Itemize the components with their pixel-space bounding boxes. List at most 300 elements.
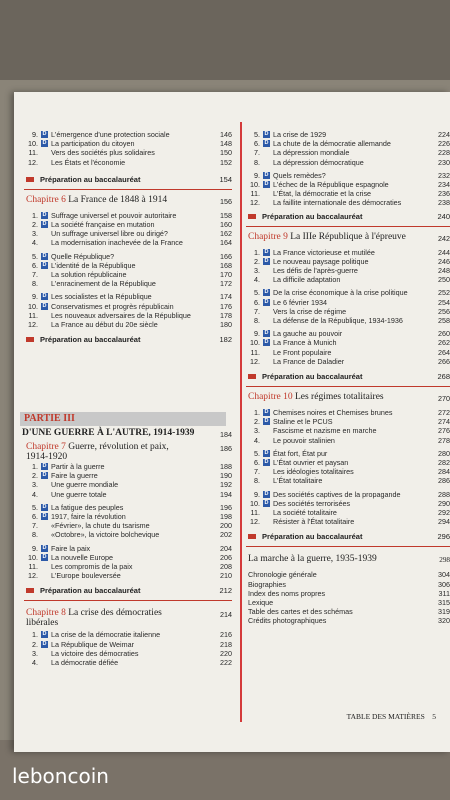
entry-page: 286 — [438, 476, 450, 486]
entry-number: 12. — [250, 356, 260, 366]
toc-entry — [246, 458, 450, 467]
partie-page: 184 — [220, 430, 232, 439]
entry-page: 174 — [220, 292, 232, 302]
bac-marker — [26, 337, 34, 342]
entry-title: Quelle République? — [51, 251, 115, 261]
document-icon: D — [264, 330, 269, 337]
toc-entry — [24, 649, 232, 658]
entry-page: 264 — [438, 347, 450, 357]
entry-number: 11. — [250, 189, 260, 199]
annex-page: 306 — [438, 579, 450, 589]
entry-number: 5. — [32, 502, 38, 512]
chapter-page: 242 — [438, 233, 450, 243]
entry-number: 9. — [254, 489, 260, 499]
annex-entry — [248, 607, 450, 616]
toc-entry — [246, 275, 450, 284]
toc-entry — [246, 171, 450, 180]
entry-number: 11. — [250, 347, 260, 357]
section-separator — [24, 600, 232, 601]
annex-entry — [248, 580, 450, 589]
chapter-title: La France de 1848 à 1914 — [68, 194, 168, 205]
chapter-title: Guerre, révolution et paix, — [68, 442, 169, 452]
entry-page: 210 — [220, 571, 232, 581]
entry-number: 8. — [254, 476, 260, 486]
entry-title: Le Front populaire — [273, 347, 332, 357]
chapter-title: Les régimes totalitaires — [294, 392, 384, 402]
partie-banner: PARTIE III — [20, 412, 226, 426]
toc-entry — [246, 508, 450, 517]
entry-number: 11. — [28, 562, 38, 571]
bac-prep — [26, 586, 232, 595]
document-icon: D — [264, 418, 269, 425]
entry-page: 194 — [220, 489, 232, 499]
entry-page: 244 — [438, 247, 450, 257]
toc-entry — [24, 220, 232, 229]
book-page — [14, 92, 450, 752]
annex-entry — [248, 616, 450, 625]
entry-title: La défense de la République, 1934-1936 — [273, 316, 403, 325]
document-icon: D — [42, 631, 47, 638]
chapter-number: Chapitre 10 — [248, 392, 295, 402]
toc-entry — [24, 562, 232, 571]
document-icon: D — [264, 140, 269, 147]
entry-page: 260 — [438, 329, 450, 339]
toc-entry — [24, 658, 232, 667]
bac-page: 240 — [437, 211, 450, 221]
entry-number: 1. — [254, 408, 260, 417]
entry-number: 4. — [254, 435, 260, 445]
entry-page: 228 — [438, 148, 450, 158]
entry-number: 8. — [254, 316, 260, 325]
annex-page: 319 — [438, 607, 450, 617]
entry-title: Vers la crise de régime — [273, 306, 347, 316]
document-icon: D — [42, 463, 47, 469]
entry-title: La faillite internationale des démocraties — [273, 198, 402, 208]
toc-entry — [246, 436, 450, 445]
document-icon: D — [264, 171, 269, 178]
entry-page: 208 — [220, 562, 232, 571]
toc-entry — [246, 180, 450, 189]
annex-page: 320 — [438, 616, 450, 626]
annex-entry — [248, 589, 450, 598]
entry-page: 256 — [438, 306, 450, 316]
entry-title: Faire la paix — [51, 543, 91, 553]
entry-number: 1. — [254, 247, 260, 257]
entry-number: 1. — [32, 630, 38, 640]
entry-page: 178 — [220, 310, 232, 320]
entry-number: 5. — [254, 448, 260, 458]
entry-page: 176 — [220, 301, 232, 311]
toc-entry — [24, 512, 232, 521]
toc-entry — [24, 292, 232, 301]
entry-title: La France victorieuse et mutilée — [273, 247, 375, 257]
entry-page: 266 — [438, 356, 450, 366]
entry-number: 12. — [28, 571, 38, 581]
chapter-number: Chapitre 6 — [26, 194, 69, 205]
document-icon: D — [264, 339, 269, 346]
section-separator — [246, 226, 450, 227]
entry-title: La France à Munich — [273, 338, 337, 348]
entry-page: 166 — [220, 251, 232, 261]
toc-entry — [246, 298, 450, 307]
chapter-page: 214 — [220, 610, 232, 620]
toc-entry — [24, 252, 232, 261]
entry-number: 6. — [254, 458, 260, 467]
entry-page: 276 — [438, 426, 450, 436]
bac-prep — [248, 212, 450, 221]
toc-entry — [24, 238, 232, 247]
entry-number: 8. — [32, 279, 38, 289]
entry-number: 3. — [254, 426, 260, 436]
toc-entry — [246, 148, 450, 157]
document-icon: D — [264, 490, 269, 497]
entry-page: 224 — [438, 130, 450, 139]
entry-page: 254 — [438, 297, 450, 307]
chapter-page: 186 — [220, 444, 232, 453]
entry-title: La chute de la démocratie allemande — [273, 139, 391, 149]
document-icon: D — [42, 513, 47, 519]
document-icon: D — [42, 140, 47, 147]
document-icon: D — [42, 553, 47, 560]
bac-page: 212 — [219, 586, 232, 596]
entry-number: 10. — [28, 139, 38, 149]
entry-title: Les compromis de la paix — [51, 562, 133, 571]
toc-entry — [246, 426, 450, 435]
entry-title: Les défis de l'après-guerre — [273, 266, 358, 275]
toc-entry — [24, 148, 232, 157]
document-icon: D — [264, 131, 269, 137]
entry-number: 2. — [32, 639, 38, 649]
entry-title: Quels remèdes? — [273, 170, 326, 180]
bac-prep — [248, 372, 450, 381]
entry-number: 4. — [32, 658, 38, 667]
chapter-title-line2: 1914-1920 — [26, 452, 68, 462]
toc-entry — [246, 189, 450, 198]
toc-entry — [24, 544, 232, 553]
bac-title: Préparation au baccalauréat — [262, 532, 363, 542]
entry-title: La crise de 1929 — [273, 130, 327, 139]
entry-page: 258 — [438, 316, 450, 325]
toc-entry — [24, 130, 232, 139]
entry-page: 232 — [438, 170, 450, 180]
toc-entry — [246, 257, 450, 266]
toc-entry — [24, 302, 232, 311]
chapter-page: 270 — [438, 394, 450, 403]
toc-entry — [246, 266, 450, 275]
toc-entry — [246, 248, 450, 257]
marche-title: La marche à la guerre, 1935-1939 — [248, 554, 377, 565]
entry-number: 4. — [254, 275, 260, 285]
entry-title: 1917, faire la révolution — [51, 512, 126, 521]
entry-number: 3. — [32, 229, 38, 239]
document-icon: D — [264, 181, 269, 187]
entry-title: La victoire des démocraties — [51, 648, 139, 658]
entry-page: 200 — [220, 521, 232, 531]
entry-title: Conservatismes et progrès républicain — [51, 301, 174, 311]
toc-entry — [24, 320, 232, 329]
annex-page: 311 — [438, 588, 450, 598]
entry-page: 158 — [220, 210, 232, 220]
entry-page: 168 — [220, 260, 232, 270]
entry-number: 10. — [28, 552, 38, 562]
entry-title: La modernisation inachevée de la France — [51, 238, 183, 248]
annex-page: 315 — [438, 598, 450, 607]
annex-title: Table des cartes et des schémas — [248, 607, 353, 617]
watermark-logo: leboncoin — [12, 764, 109, 788]
chapter-title: La IIIe République à l'épreuve — [290, 231, 406, 242]
entry-title: La France au début du 20e siècle — [51, 320, 158, 329]
entry-number: 12. — [28, 320, 38, 329]
entry-page: 190 — [220, 471, 232, 481]
entry-number: 2. — [32, 220, 38, 229]
entry-title: Des sociétés captives de la propagande — [273, 489, 401, 499]
entry-title: Staline et le PCUS — [273, 417, 333, 427]
toc-entry — [246, 139, 450, 148]
bac-page: 268 — [437, 372, 450, 381]
toc-entry — [246, 288, 450, 297]
entry-page: 188 — [220, 462, 232, 471]
bac-title: Préparation au baccalauréat — [40, 174, 141, 184]
entry-title: Des sociétés terrorisées — [273, 498, 351, 508]
annex-page: 304 — [438, 570, 450, 580]
toc-entry — [246, 417, 450, 426]
entry-page: 216 — [220, 630, 232, 640]
entry-title: Suffrage universel et pouvoir autoritaire — [51, 210, 177, 220]
toc-entry — [24, 640, 232, 649]
entry-number: 10. — [250, 180, 260, 189]
entry-title: Résister à l'État totalitaire — [273, 517, 355, 527]
document-icon: D — [42, 261, 47, 268]
entry-title: La gauche au pouvoir — [273, 329, 343, 339]
entry-page: 192 — [220, 480, 232, 490]
entry-page: 282 — [438, 458, 450, 467]
document-icon: D — [42, 131, 47, 137]
column-divider — [240, 122, 242, 722]
entry-number: 6. — [32, 512, 38, 521]
toc-entry — [24, 279, 232, 288]
entry-page: 248 — [438, 266, 450, 275]
entry-page: 246 — [438, 256, 450, 266]
entry-title: L'Europe bouleversée — [51, 571, 121, 581]
entry-title: «Octobre», la victoire bolchevique — [51, 530, 160, 540]
toc-entry — [24, 270, 232, 279]
entry-title: La France de Daladier — [273, 356, 345, 366]
document-icon: D — [42, 472, 47, 479]
bac-page: 296 — [437, 532, 450, 542]
entry-number: 9. — [254, 329, 260, 339]
entry-page: 160 — [220, 220, 232, 229]
entry-number: 8. — [32, 530, 38, 540]
document-icon: D — [42, 503, 47, 510]
entry-title: Le 6 février 1934 — [273, 297, 327, 307]
entry-title: La République de Weimar — [51, 639, 134, 649]
entry-title: Chemises noires et Chemises brunes — [273, 408, 393, 417]
entry-number: 10. — [250, 338, 260, 348]
entry-title: La société française en mutation — [51, 220, 155, 229]
entry-number: 2. — [254, 256, 260, 266]
document-icon: D — [264, 449, 269, 456]
toc-entry — [24, 521, 232, 530]
entry-title: La dépression démocratique — [273, 157, 364, 167]
document-icon: D — [264, 298, 269, 305]
footer-label: TABLE DES MATIÈRES — [346, 712, 425, 721]
entry-page: 220 — [220, 648, 232, 658]
chapter-title: La crise des démocraties — [68, 608, 162, 619]
entry-number: 3. — [32, 480, 38, 490]
document-icon: D — [42, 544, 47, 551]
marche-page: 298 — [439, 556, 450, 565]
entry-title: L'échec de la République espagnole — [273, 180, 389, 189]
entry-title: Faire la guerre — [51, 471, 98, 481]
toc-entry — [24, 211, 232, 220]
entry-number: 6. — [254, 139, 260, 149]
entry-page: 204 — [220, 543, 232, 553]
entry-title: La solution républicaine — [51, 270, 127, 279]
annex-entry — [248, 570, 450, 579]
toc-entry — [24, 139, 232, 148]
toc-entry — [24, 462, 232, 471]
entry-number: 5. — [32, 251, 38, 261]
bac-marker — [248, 534, 256, 539]
entry-number: 9. — [32, 130, 38, 139]
entry-page: 172 — [220, 279, 232, 289]
entry-number: 8. — [254, 157, 260, 167]
entry-title: Partir à la guerre — [51, 462, 105, 471]
entry-number: 4. — [32, 238, 38, 248]
page-footer — [347, 712, 436, 721]
entry-title: L'État, la démocratie et la crise — [273, 189, 372, 199]
entry-page: 294 — [438, 517, 450, 527]
entry-page: 284 — [438, 467, 450, 477]
entry-page: 288 — [438, 489, 450, 499]
entry-title: Les nouveaux adversaires de la République — [51, 310, 191, 320]
annex-title: Chronologie générale — [248, 570, 317, 580]
entry-title: Le nouveau paysage politique — [273, 256, 369, 266]
bac-prep — [248, 532, 450, 541]
toc-entry — [24, 480, 232, 489]
entry-page: 272 — [438, 408, 450, 417]
chapter-page: 156 — [220, 196, 232, 206]
toc-entry — [246, 408, 450, 417]
entry-title: La société totalitaire — [273, 508, 337, 517]
toc-entry — [24, 158, 232, 167]
entry-page: 230 — [438, 157, 450, 167]
entry-page: 146 — [220, 130, 232, 139]
entry-page: 180 — [220, 320, 232, 329]
entry-title: Le pouvoir stalinien — [273, 435, 335, 445]
annex-title: Lexique — [248, 598, 274, 607]
entry-page: 218 — [220, 639, 232, 649]
bac-prep — [26, 335, 232, 344]
annex-title: Index des noms propres — [248, 588, 326, 598]
entry-title: Une guerre mondiale — [51, 480, 119, 490]
entry-page: 290 — [438, 498, 450, 508]
partie-title: D'UNE GUERRE À L'AUTRE, 1914-1939 — [22, 428, 195, 438]
toc-entry — [24, 229, 232, 238]
annex-entry — [248, 598, 450, 607]
toc-entry — [246, 517, 450, 526]
toc-entry — [24, 571, 232, 580]
toc-entry — [246, 467, 450, 476]
toc-entry — [24, 471, 232, 480]
toc-entry — [24, 261, 232, 270]
entry-number: 5. — [254, 288, 260, 298]
section-separator — [24, 189, 232, 190]
entry-number: 9. — [254, 170, 260, 180]
bac-page: 154 — [219, 174, 232, 184]
entry-title: De la crise économique à la crise politique — [273, 288, 408, 298]
entry-number: 10. — [28, 301, 38, 311]
entry-title: La dépression mondiale — [273, 148, 350, 158]
entry-page: 206 — [220, 552, 232, 562]
toc-entry — [246, 158, 450, 167]
entry-page: 238 — [438, 198, 450, 208]
toc-entry — [246, 316, 450, 325]
entry-page: 150 — [220, 148, 232, 158]
bac-marker — [248, 214, 256, 219]
entry-number: 1. — [32, 210, 38, 220]
entry-page: 292 — [438, 508, 450, 517]
chapter-heading — [248, 392, 450, 402]
toc-entry — [24, 530, 232, 539]
chapter-number: Chapitre 8 — [26, 608, 69, 619]
toc-entry — [24, 630, 232, 639]
bac-title: Préparation au baccalauréat — [40, 335, 141, 345]
toc-entry — [246, 198, 450, 207]
entry-number: 11. — [28, 148, 38, 158]
entry-page: 262 — [438, 338, 450, 348]
document-icon: D — [264, 499, 269, 506]
chapter-title-line2: libérales — [26, 618, 59, 629]
entry-number: 12. — [28, 157, 38, 167]
entry-title: Les États et l'économie — [51, 157, 126, 167]
entry-page: 170 — [220, 270, 232, 279]
document-icon: D — [264, 257, 269, 264]
toc-entry — [246, 357, 450, 366]
entry-number: 11. — [250, 508, 260, 517]
bac-title: Préparation au baccalauréat — [262, 211, 363, 221]
document-icon: D — [42, 252, 47, 259]
chapter-heading — [26, 608, 232, 628]
entry-number: 10. — [250, 498, 260, 508]
chapter-heading — [26, 195, 232, 205]
entry-page: 152 — [220, 157, 232, 167]
bac-marker — [248, 374, 256, 379]
toc-entry — [246, 329, 450, 338]
entry-title: L'émergence d'une protection sociale — [51, 130, 170, 139]
entry-number: 6. — [32, 260, 38, 270]
bac-prep — [26, 175, 232, 184]
entry-page: 226 — [438, 139, 450, 149]
entry-number: 9. — [32, 543, 38, 553]
entry-number: 2. — [32, 471, 38, 481]
entry-page: 222 — [220, 658, 232, 667]
document-icon: D — [42, 302, 47, 309]
entry-page: 236 — [438, 189, 450, 199]
bac-marker — [26, 588, 34, 593]
entry-number: 12. — [250, 517, 260, 527]
entry-page: 196 — [220, 502, 232, 512]
entry-title: L'identité de la République — [51, 260, 136, 270]
entry-title: État fort, État pur — [273, 448, 328, 458]
entry-number: 7. — [254, 467, 260, 477]
entry-number: 12. — [250, 198, 260, 208]
toc-entry — [246, 490, 450, 499]
document-icon: D — [264, 409, 269, 415]
entry-number: 6. — [254, 297, 260, 307]
entry-page: 274 — [438, 417, 450, 427]
entry-title: La fatigue des peuples — [51, 502, 124, 512]
